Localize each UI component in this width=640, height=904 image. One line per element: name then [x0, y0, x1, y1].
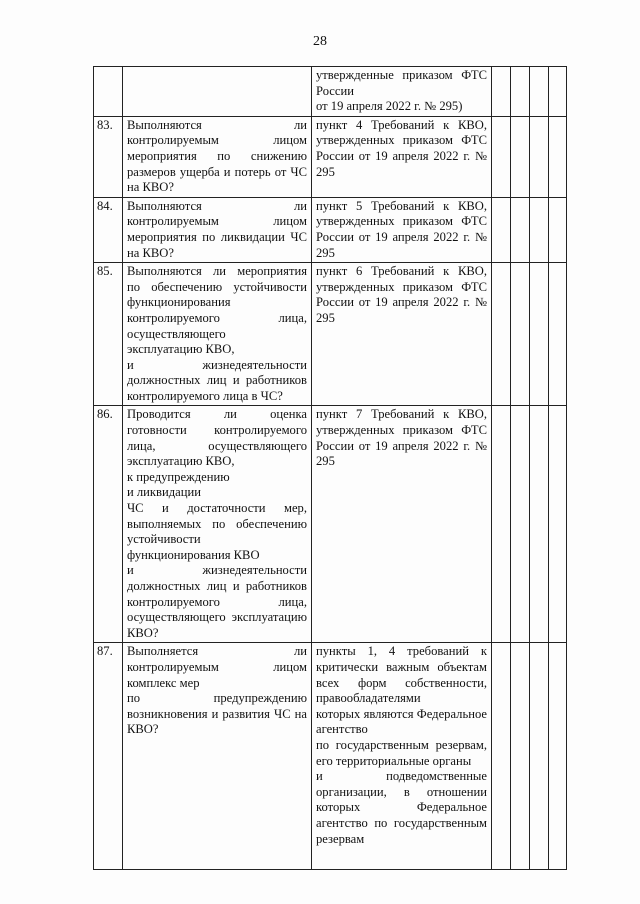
row-number: 85. — [94, 263, 123, 406]
row-number: 86. — [94, 406, 123, 643]
reference-cell: пункты 1, 4 требований к критически важным объектам всех форм собственности, правообладателями которых являются Федеральное агентство по государственным резервам, его территориальные органы и подведомственные организации, в отношении которых Федеральное агентство по государственным резервам — [312, 643, 492, 870]
answer-cell-na — [530, 197, 549, 262]
answer-cell-no — [511, 197, 530, 262]
answer-cell-yes — [492, 116, 511, 197]
row-number: 83. — [94, 116, 123, 197]
question-cell — [123, 67, 312, 117]
page-number: 28 — [313, 34, 327, 49]
answer-cell-na — [530, 116, 549, 197]
note-cell — [549, 116, 567, 197]
answer-cell-na — [530, 406, 549, 643]
note-cell — [549, 643, 567, 870]
note-cell — [549, 197, 567, 262]
table-row — [94, 67, 567, 117]
table-row — [94, 263, 567, 406]
answer-cell-no — [511, 116, 530, 197]
question-cell: Выполняется ли контролируемым лицом комплекс мер по предупреждению возникновения и развития ЧС на КВО? — [123, 643, 312, 870]
question-cell: Выполняются ли контролируемым лицом мероприятия по ликвидации ЧС на КВО? — [123, 197, 312, 262]
question-cell: Выполняются ли контролируемым лицом мероприятия по снижению размеров ущерба и потерь от ЧС на КВО? — [123, 116, 312, 197]
answer-cell-na — [530, 263, 549, 406]
note-cell — [549, 67, 567, 117]
answer-cell-no — [511, 406, 530, 643]
checklist-table — [93, 66, 567, 870]
row-number — [94, 67, 123, 117]
table-row — [94, 643, 567, 870]
reference-cell: пункт 5 Требований к КВО, утвержденных приказом ФТС России от 19 апреля 2022 г. № 295 — [312, 197, 492, 262]
answer-cell-no — [511, 263, 530, 406]
table-row — [94, 116, 567, 197]
answer-cell-yes — [492, 67, 511, 117]
answer-cell-na — [530, 67, 549, 117]
reference-cell: пункт 6 Требований к КВО, утвержденных приказом ФТС России от 19 апреля 2022 г. № 295 — [312, 263, 492, 406]
row-number: 84. — [94, 197, 123, 262]
answer-cell-no — [511, 67, 530, 117]
answer-cell-yes — [492, 643, 511, 870]
reference-cell: утвержденные приказом ФТС России от 19 апреля 2022 г. № 295) — [312, 67, 492, 117]
note-cell — [549, 263, 567, 406]
table-row — [94, 197, 567, 262]
answer-cell-yes — [492, 263, 511, 406]
question-cell: Проводится ли оценка готовности контролируемого лица, осуществляющего эксплуатацию КВО, к предупреждению и ликвидации ЧС и достаточности мер, выполняемых по обеспечению устойчивости функционирования КВО и жизнедеятельности должностных лиц и работников контролируемого лица, осуществляющего эксплуатацию КВО? — [123, 406, 312, 643]
answer-cell-yes — [492, 197, 511, 262]
reference-cell: пункт 7 Требований к КВО, утвержденных приказом ФТС России от 19 апреля 2022 г. № 295 — [312, 406, 492, 643]
row-number: 87. — [94, 643, 123, 870]
question-cell: Выполняются ли мероприятия по обеспечению устойчивости функционирования контролируемого лица, осуществляющего эксплуатацию КВО, и жизнедеятельности должностных лиц и работников контролируемого лица в ЧС? — [123, 263, 312, 406]
answer-cell-no — [511, 643, 530, 870]
note-cell — [549, 406, 567, 643]
answer-cell-na — [530, 643, 549, 870]
table-row — [94, 406, 567, 643]
reference-cell: пункт 4 Требований к КВО, утвержденных приказом ФТС России от 19 апреля 2022 г. № 295 — [312, 116, 492, 197]
answer-cell-yes — [492, 406, 511, 643]
